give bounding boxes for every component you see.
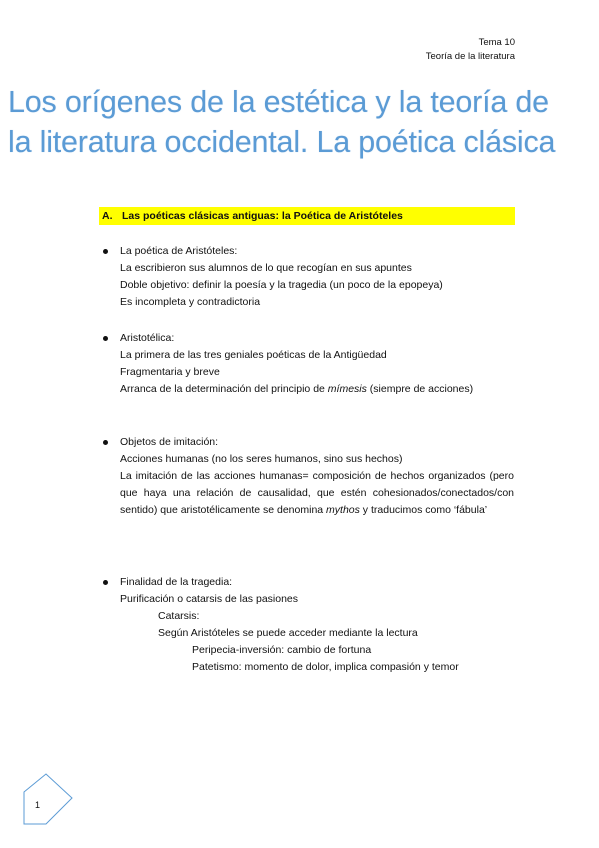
text-line: Patetismo: momento de dolor, implica compasión y temor <box>192 661 459 673</box>
paragraph <box>120 468 514 519</box>
bullet-title: Finalidad de la tragedia: <box>120 576 233 588</box>
page-number: 1 <box>35 800 41 810</box>
text-line: Doble objetivo: definir la poesía y la tragedia (un poco de la epopeya) <box>120 279 443 291</box>
bullet-dot <box>103 249 108 254</box>
text-line: La escribieron sus alumnos de lo que recogían en sus apuntes <box>120 262 412 274</box>
bullet-dot <box>103 336 108 341</box>
bullet-title: Aristotélica: <box>120 332 175 344</box>
text-line: La primera de las tres geniales poéticas de la Antigüedad <box>120 349 387 361</box>
section-letter: A. <box>102 210 113 222</box>
text-line: Purificación o catarsis de las pasiones <box>120 593 299 605</box>
bullet-dot <box>103 440 108 445</box>
text-line: Catarsis: <box>158 610 200 622</box>
paragraph-text: Arranca de la determinación del principio de <box>120 383 328 395</box>
paragraph <box>120 381 514 398</box>
text-line: Peripecia-inversión: cambio de fortuna <box>192 644 372 656</box>
text-line: Según Aristóteles se puede acceder mediante la lectura <box>158 627 418 639</box>
emphasis-text: mythos <box>326 504 360 516</box>
paragraph-text: y traducimos como ‘fábula’ <box>359 504 488 516</box>
emphasis-text: mímesis <box>327 383 367 395</box>
page-header <box>426 36 515 64</box>
section-heading <box>99 207 515 225</box>
text-line: Es incompleta y contradictoria <box>120 296 261 308</box>
title-line-2: la literatura occidental. La poética clásica <box>8 125 556 159</box>
section-heading-text: Las poéticas clásicas antiguas: la Poética de Aristóteles <box>122 210 403 222</box>
paragraph-text: La imitación de las acciones humanas= composición de hechos organizados (pero que haya una relación de causalidad, que estén cohesionados/conectados/con sentido) que aristotélicamente se denomina <box>120 470 514 516</box>
title-line-1: Los orígenes de la estética y la teoría de <box>8 85 549 119</box>
text-line: Acciones humanas (no los seres humanos, sino sus hechos) <box>120 453 403 465</box>
header-topic: Tema 10 <box>478 37 515 48</box>
document-title <box>8 82 593 162</box>
page-number-badge <box>22 772 74 828</box>
paragraph-text: (siempre de acciones) <box>366 383 474 395</box>
text-line: Fragmentaria y breve <box>120 366 220 378</box>
bullet-title: La poética de Aristóteles: <box>120 245 238 257</box>
bullet-dot <box>103 580 108 585</box>
bullet-title: Objetos de imitación: <box>120 436 219 448</box>
header-subject: Teoría de la literatura <box>425 51 515 62</box>
